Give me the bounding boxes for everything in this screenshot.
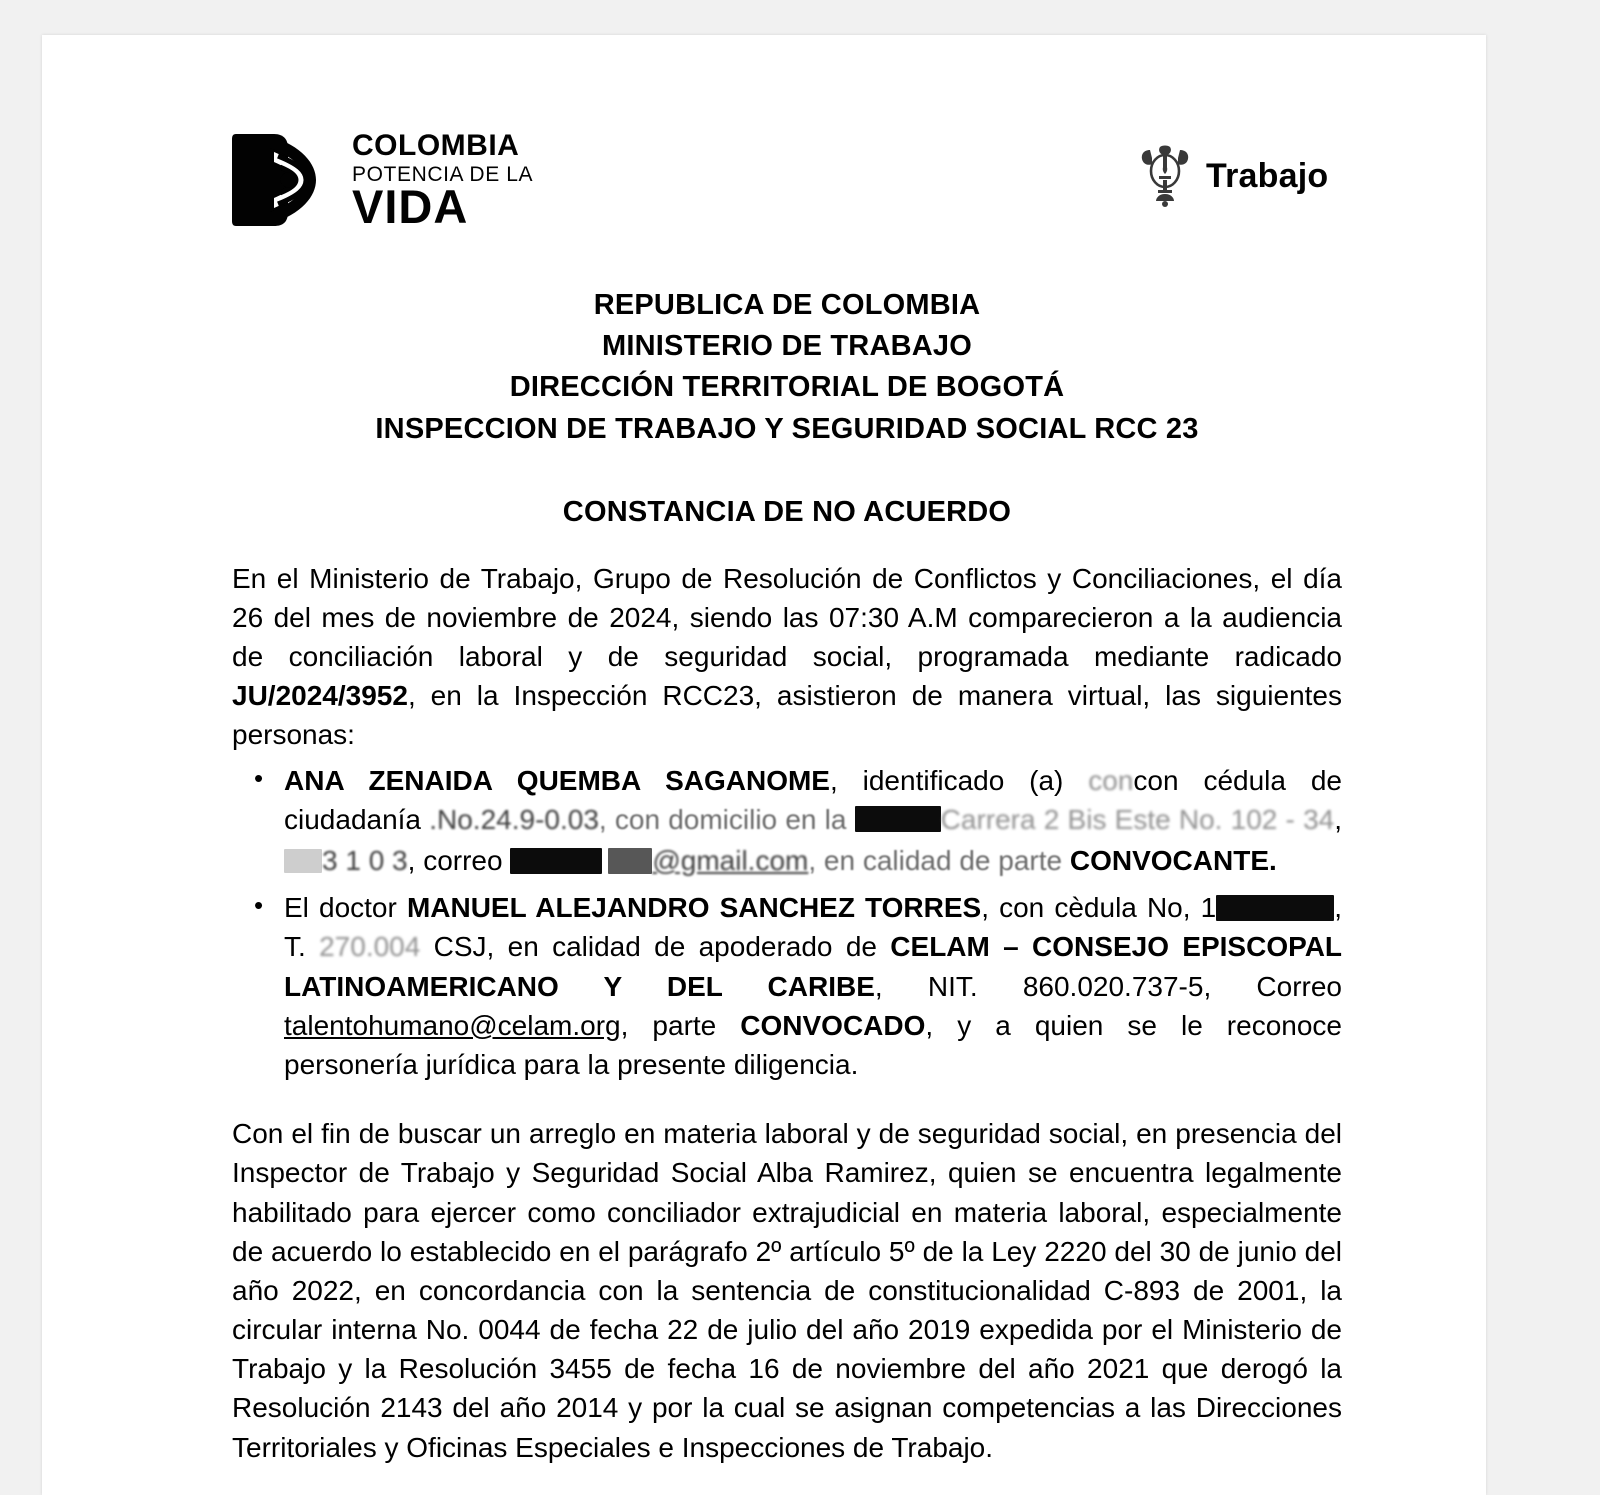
paragraph-intro-part2: , en la Inspección RCC23, asistieron de manera virtual, las siguientes personas: — [232, 680, 1342, 751]
convocado-parte-value: CONVOCADO — [740, 1009, 926, 1041]
colombia-coat-of-arms-icon — [1138, 144, 1192, 208]
convocante-calidad-label: , en calidad de parte — [808, 845, 1070, 877]
document-subtitle: CONSTANCIA DE NO ACUERDO — [562, 495, 1012, 528]
convocante-telefono-label: , — [1334, 803, 1343, 835]
document-page — [42, 35, 1486, 1495]
convocado-name: MANUEL ALEJANDRO SANCHEZ TORRES — [406, 892, 982, 924]
convocante-correo-label: , correo — [407, 845, 511, 877]
logo-colombia-potencia-de-la-vida — [230, 128, 534, 233]
radicado-number: JU/2024/3952 — [232, 680, 408, 712]
convocante-telefono-partial: 3 1 0 3 — [322, 845, 408, 877]
heading-line-inspeccion: INSPECCION DE TRABAJO Y SEGURIDAD SOCIAL RCC 23 — [375, 412, 1199, 445]
page-bottom-fade — [42, 1465, 1486, 1495]
convocante-identificado-text: , identificado (a) — [829, 764, 1089, 796]
document-heading — [232, 285, 1342, 450]
logo-trabajo-label: Trabajo — [1206, 156, 1329, 195]
paragraph-intro-part1: En el Ministerio de Trabajo, Grupo de Resolución de Conflictos y Conciliaciones, el día 26 del mes de noviembre de 2024, siendo las 07:30 A.M comparecieron a la audiencia de conciliación laboral y de seguridad social, programada mediante radicado — [232, 562, 1342, 673]
logo-colombia-wordmark — [352, 128, 534, 233]
convocante-calidad-value: CONVOCANTE. — [1069, 845, 1277, 877]
convocado-correo-link[interactable]: talentohumano@celam.org — [284, 1009, 621, 1041]
logo-ministerio-trabajo — [1138, 144, 1328, 208]
logo-line-colombia: COLOMBIA — [352, 128, 520, 162]
convocado-nit-value: 860.020.737-5 — [1022, 970, 1204, 1002]
list-item-convocado — [284, 888, 1342, 1084]
convocado-tp-redacted: 270.004 — [319, 931, 421, 963]
convocado-cedula-redaction — [1216, 895, 1334, 921]
paragraph-legal-basis: Con el fin de buscar un arreglo en materia laboral y de seguridad social, en presencia del Inspector de Trabajo y Seguridad Social Alba Ramirez, quien se encuentra legalmente habilitado para ejercer como conciliador extrajudicial en materia laboral, especialmente de acuerdo lo establecido en el parágrafo 2º artículo 5º de la Ley 2220 del 30 de junio del año 2022, en concordancia con la sentencia de constitucionalidad C-893 de 2001, la circular interna No. 0044 de fecha 22 de julio del año 2019 expedida por el Ministerio de Trabajo y la Resolución 3455 de fecha 16 de noviembre del año 2021 que derogó la Resolución 2143 del año 2014 y por la cual se asignan competencias a las Direcciones Territoriales y Oficinas Especiales e Inspecciones de Trabajo. — [232, 1118, 1342, 1463]
convocante-direccion-partial: Carrera 2 Bis Este No. 102 - 34 — [940, 803, 1335, 835]
convocante-correo-partial: @gmail.com — [652, 845, 809, 877]
heading-line-ministerio: MINISTERIO DE TRABAJO — [602, 330, 972, 363]
attendees-list — [232, 761, 1342, 1085]
convocado-cedula-prefix: 1 — [1200, 892, 1217, 924]
scanned-page-content — [42, 35, 1486, 1495]
list-item-convocante — [284, 761, 1342, 883]
heading-line-direccion: DIRECCIÓN TERRITORIAL DE BOGOTÁ — [509, 371, 1065, 404]
convocante-con-label: con — [1088, 764, 1134, 796]
convocante-direccion-redaction-1 — [855, 806, 941, 832]
convocado-lead: El doctor — [284, 892, 407, 924]
heading-line-republica: REPUBLICA DE COLOMBIA — [593, 289, 981, 321]
convocante-correo-redaction-1 — [510, 848, 602, 874]
convocante-name: ANA ZENAIDA QUEMBA SAGANOME — [284, 764, 830, 796]
convocado-tail: , y a quien se le reconoce personería jurídica para la presente diligencia. — [284, 1009, 1342, 1080]
logo-line-potencia: POTENCIA DE LA — [352, 162, 534, 186]
convocante-telefono-redaction — [284, 849, 322, 873]
convocado-entity-name: CELAM – CONSEJO EPISCOPAL LATINOAMERICANO Y DEL CARIBE — [284, 931, 1343, 1002]
logo-line-vida: VIDA — [352, 179, 469, 233]
convocado-correo-label: , Correo — [1203, 970, 1342, 1002]
convocado-tp-label: , T. — [284, 892, 1342, 963]
convocante-domicilio-label: , con domicilio en la — [598, 803, 855, 835]
convocante-cedula-label: con cédula de ciudadanía — [284, 764, 1342, 835]
colombia-potencia-vida-mark-icon — [230, 130, 338, 230]
convocado-parte-label: , parte — [620, 1009, 741, 1041]
convocado-csj-label: CSJ, en calidad de apoderado de — [420, 931, 891, 963]
document-body — [232, 285, 1342, 1467]
convocante-cedula-redacted: .No.24.9-0.03 — [429, 803, 599, 835]
convocado-nit-label: , NIT. — [874, 970, 1023, 1002]
paragraph-intro — [232, 559, 1342, 755]
convocante-correo-redaction-2 — [608, 848, 652, 874]
document-header — [42, 130, 1486, 265]
convocado-cedula-label: , con cèdula No, — [981, 892, 1201, 924]
